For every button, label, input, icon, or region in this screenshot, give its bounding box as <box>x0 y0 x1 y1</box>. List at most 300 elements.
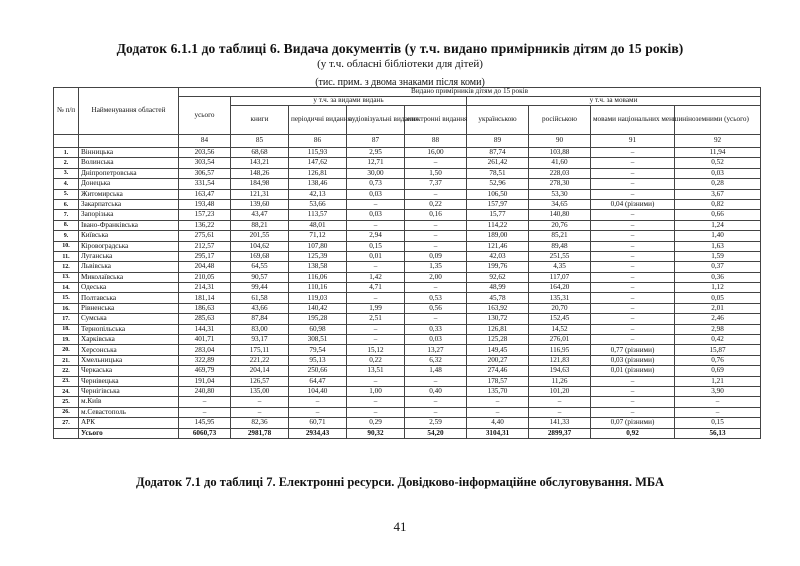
table-cell: 140,42 <box>289 303 347 313</box>
table-cell: 87,84 <box>231 314 289 324</box>
table-cell: 1,35 <box>405 262 467 272</box>
row-number: 23. <box>54 376 79 386</box>
total-label: Усього <box>79 428 179 438</box>
table-cell: – <box>591 158 675 168</box>
table-cell: 1,00 <box>347 386 405 396</box>
column-number: 86 <box>289 135 347 148</box>
table-cell: 157,23 <box>179 210 231 220</box>
table-cell: 193,48 <box>179 199 231 209</box>
table-row <box>54 366 761 376</box>
table-cell: 4,71 <box>347 283 405 293</box>
table-cell: 13,51 <box>347 366 405 376</box>
table-row <box>54 407 761 417</box>
table-cell: 0,73 <box>347 179 405 189</box>
table-cell: – <box>591 231 675 241</box>
table-cell: 138,46 <box>289 179 347 189</box>
region-name: Донецька <box>79 179 179 189</box>
table-cell: 145,95 <box>179 418 231 428</box>
table-cell: 322,89 <box>179 355 231 365</box>
region-name: Івано-Франківська <box>79 220 179 230</box>
table-cell: – <box>231 397 289 407</box>
total-cell: 54,20 <box>405 428 467 438</box>
table-cell: – <box>675 407 761 417</box>
table-cell: 42,03 <box>467 251 529 261</box>
row-number: 24. <box>54 386 79 396</box>
table-cell: – <box>591 324 675 334</box>
region-name: Закарпатська <box>79 199 179 209</box>
table-cell: 164,20 <box>529 283 591 293</box>
table-cell: 141,33 <box>529 418 591 428</box>
table-cell: 4,40 <box>467 418 529 428</box>
table-cell: 64,47 <box>289 376 347 386</box>
header-audiovisual: аудіовізуальні видання <box>347 106 405 135</box>
table-cell: 147,62 <box>289 158 347 168</box>
row-number: 25. <box>54 397 79 407</box>
table-row <box>54 345 761 355</box>
table-cell: 200,27 <box>467 355 529 365</box>
table-cell: 250,66 <box>289 366 347 376</box>
table-cell: 121,31 <box>231 189 289 199</box>
column-number: 91 <box>591 135 675 148</box>
table-cell: – <box>467 407 529 417</box>
table-cell: 117,07 <box>529 272 591 282</box>
table-cell: – <box>405 314 467 324</box>
column-number: 88 <box>405 135 467 148</box>
table-cell: 48,01 <box>289 220 347 230</box>
table-cell: 3,67 <box>675 189 761 199</box>
table-cell: – <box>289 407 347 417</box>
table-cell: 2,00 <box>405 272 467 282</box>
table-cell: 61,58 <box>231 293 289 303</box>
table-cell: – <box>231 407 289 417</box>
header-ukrainian: українською <box>467 106 529 135</box>
table-cell: – <box>591 179 675 189</box>
table-cell: 115,93 <box>289 148 347 158</box>
table-cell: 0,03 <box>405 335 467 345</box>
table-row <box>54 179 761 189</box>
table-row <box>54 251 761 261</box>
table-cell: – <box>405 407 467 417</box>
region-name: Полтавська <box>79 293 179 303</box>
total-cell: 56,13 <box>675 428 761 438</box>
table-cell: 13,27 <box>405 345 467 355</box>
total-cell: 6060,73 <box>179 428 231 438</box>
table-cell: 138,58 <box>289 262 347 272</box>
table-cell: 4,35 <box>529 262 591 272</box>
table-cell: – <box>347 293 405 303</box>
table-cell: – <box>529 407 591 417</box>
table-cell: 15,12 <box>347 345 405 355</box>
table-cell: 0,04 (різними) <box>591 199 675 209</box>
table-cell: 2,95 <box>347 148 405 158</box>
table-cell: 274,46 <box>467 366 529 376</box>
table-cell: 90,57 <box>231 272 289 282</box>
table-cell: 1,21 <box>675 376 761 386</box>
region-name: Хмельницька <box>79 355 179 365</box>
row-number: 15. <box>54 293 79 303</box>
header-national: мовами національних меншин <box>591 106 675 135</box>
total-cell: 2981,78 <box>231 428 289 438</box>
header-issued: Видано примірників дітям до 15 років <box>179 88 761 97</box>
table-cell: – <box>405 397 467 407</box>
table-row <box>54 397 761 407</box>
table-cell: 0,56 <box>405 303 467 313</box>
table-cell: – <box>405 189 467 199</box>
region-name: Луганська <box>79 251 179 261</box>
table-cell: – <box>591 303 675 313</box>
row-number: 12. <box>54 262 79 272</box>
table-cell: 121,46 <box>467 241 529 251</box>
total-cell: 2934,43 <box>289 428 347 438</box>
table-cell: 1,40 <box>675 231 761 241</box>
table-cell: – <box>591 148 675 158</box>
table-cell: 175,11 <box>231 345 289 355</box>
table-cell: 210,05 <box>179 272 231 282</box>
table-cell: – <box>591 241 675 251</box>
table-cell: 1,42 <box>347 272 405 282</box>
table-cell: – <box>405 231 467 241</box>
table-cell: 0,37 <box>675 262 761 272</box>
table-cell: – <box>591 335 675 345</box>
table-cell: 2,98 <box>675 324 761 334</box>
region-name: Житомирська <box>79 189 179 199</box>
table-cell: 0,16 <box>405 210 467 220</box>
table-cell: – <box>591 283 675 293</box>
total-row <box>54 428 761 438</box>
table-row <box>54 303 761 313</box>
document-title: Додаток 6.1.1 до таблиці 6. Видача документів (у т.ч. видано примірників дітям до 15 років) <box>116 41 684 56</box>
table-cell: 295,17 <box>179 251 231 261</box>
table-cell: 194,63 <box>529 366 591 376</box>
table-cell: 306,57 <box>179 168 231 178</box>
table-cell: 34,65 <box>529 199 591 209</box>
table-row <box>54 376 761 386</box>
column-number: 92 <box>675 135 761 148</box>
column-number: 90 <box>529 135 591 148</box>
table-cell: 0,52 <box>675 158 761 168</box>
table-cell: – <box>179 397 231 407</box>
table-cell: 30,00 <box>347 168 405 178</box>
row-number: 16. <box>54 303 79 313</box>
table-cell: – <box>591 407 675 417</box>
table-cell: 0,05 <box>675 293 761 303</box>
table-cell: 92,62 <box>467 272 529 282</box>
table-cell: 126,81 <box>467 324 529 334</box>
table-row <box>54 335 761 345</box>
document-table <box>53 87 761 439</box>
row-number: 6. <box>54 199 79 209</box>
total-cell: 90,32 <box>347 428 405 438</box>
page-number: 41 <box>393 519 407 534</box>
row-number: 5. <box>54 189 79 199</box>
header-by-type: у т.ч. за видами видань <box>231 97 467 106</box>
table-cell: 178,57 <box>467 376 529 386</box>
header-books: книги <box>231 106 289 135</box>
table-cell: – <box>591 251 675 261</box>
table-cell: – <box>591 376 675 386</box>
table-cell: 0,15 <box>347 241 405 251</box>
table-cell: – <box>591 220 675 230</box>
region-name: Кіровоградська <box>79 241 179 251</box>
total-cell: 0,92 <box>591 428 675 438</box>
table-cell: 1,48 <box>405 366 467 376</box>
table-cell: – <box>347 199 405 209</box>
table-cell: 20,70 <box>529 303 591 313</box>
table-cell: 15,87 <box>675 345 761 355</box>
region-name: Херсонська <box>79 345 179 355</box>
table-row <box>54 293 761 303</box>
table-cell: – <box>529 397 591 407</box>
table-cell: 125,28 <box>467 335 529 345</box>
table-cell: 2,94 <box>347 231 405 241</box>
table-cell: 48,99 <box>467 283 529 293</box>
region-name: Львівська <box>79 262 179 272</box>
row-number: 8. <box>54 220 79 230</box>
region-name: Харківська <box>79 335 179 345</box>
table-cell: 53,66 <box>289 199 347 209</box>
table-cell: 149,45 <box>467 345 529 355</box>
row-number: 21. <box>54 355 79 365</box>
table-cell: 7,37 <box>405 179 467 189</box>
table-cell: 195,28 <box>289 314 347 324</box>
region-name: Тернопільська <box>79 324 179 334</box>
table-cell: 0,03 <box>347 210 405 220</box>
table-cell: 184,98 <box>231 179 289 189</box>
table-cell: 11,94 <box>675 148 761 158</box>
table-cell: 0,82 <box>675 199 761 209</box>
header-by-language: у т.ч. за мовами <box>467 97 761 106</box>
region-name: Сумська <box>79 314 179 324</box>
next-appendix-title: Додаток 7.1 до таблиці 7. Електронні ресурси. Довідково-інформаційне обслуговування. МБА <box>135 475 664 489</box>
column-number-row <box>54 135 761 148</box>
row-number: 13. <box>54 272 79 282</box>
table-cell: 143,21 <box>231 158 289 168</box>
table-cell: 87,74 <box>467 148 529 158</box>
table-cell: 0,15 <box>675 418 761 428</box>
table-cell: 221,22 <box>231 355 289 365</box>
table-cell: 89,48 <box>529 241 591 251</box>
table-row <box>54 148 761 158</box>
region-name: Запорізька <box>79 210 179 220</box>
header-no: № п/п <box>54 88 79 135</box>
table-row <box>54 324 761 334</box>
table-cell: 78,51 <box>467 168 529 178</box>
table-cell: 1,50 <box>405 168 467 178</box>
table-cell: 119,03 <box>289 293 347 303</box>
table-cell: 110,16 <box>289 283 347 293</box>
table-row <box>54 272 761 282</box>
table-cell: 79,54 <box>289 345 347 355</box>
table-cell: 114,22 <box>467 220 529 230</box>
table-cell: 0,33 <box>405 324 467 334</box>
table-cell: 116,95 <box>529 345 591 355</box>
table-cell: 88,21 <box>231 220 289 230</box>
table-row <box>54 241 761 251</box>
column-number-blank <box>54 135 79 148</box>
region-name: Чернівецька <box>79 376 179 386</box>
row-number: 26. <box>54 407 79 417</box>
table-cell: 116,06 <box>289 272 347 282</box>
table-cell: 191,04 <box>179 376 231 386</box>
header-electronic: електронні видання <box>405 106 467 135</box>
row-number: 22. <box>54 366 79 376</box>
table-cell: 276,01 <box>529 335 591 345</box>
table-cell: 82,36 <box>231 418 289 428</box>
table-cell: 204,48 <box>179 262 231 272</box>
region-name: Чернігівська <box>79 386 179 396</box>
row-number: 20. <box>54 345 79 355</box>
header-periodicals: періодичні видання <box>289 106 347 135</box>
table-cell: 201,55 <box>231 231 289 241</box>
table-cell: 136,22 <box>179 220 231 230</box>
row-number: 3. <box>54 168 79 178</box>
region-name: м.Севастополь <box>79 407 179 417</box>
table-cell: 93,17 <box>231 335 289 345</box>
table-cell: 0,22 <box>405 199 467 209</box>
table-cell: 251,55 <box>529 251 591 261</box>
total-cell: 3104,31 <box>467 428 529 438</box>
header-russian: російською <box>529 106 591 135</box>
row-number: 17. <box>54 314 79 324</box>
table-cell: 0,69 <box>675 366 761 376</box>
table-cell: 152,45 <box>529 314 591 324</box>
row-number: 2. <box>54 158 79 168</box>
table-cell: 331,54 <box>179 179 231 189</box>
table-cell: – <box>405 283 467 293</box>
table-cell: 212,57 <box>179 241 231 251</box>
table-cell: – <box>347 335 405 345</box>
table-cell: 469,79 <box>179 366 231 376</box>
table-cell: 189,00 <box>467 231 529 241</box>
table-cell: 12,71 <box>347 158 405 168</box>
table-cell: – <box>591 314 675 324</box>
table-cell: 104,40 <box>289 386 347 396</box>
table-cell: 169,68 <box>231 251 289 261</box>
table-cell: 0,76 <box>675 355 761 365</box>
table-cell: 0,03 <box>675 168 761 178</box>
table-cell: 104,62 <box>231 241 289 251</box>
table-cell: 0,07 (різними) <box>591 418 675 428</box>
table-row <box>54 199 761 209</box>
table-cell: 107,80 <box>289 241 347 251</box>
table-cell: – <box>347 407 405 417</box>
region-name: Рівненська <box>79 303 179 313</box>
row-number: 19. <box>54 335 79 345</box>
table-row <box>54 158 761 168</box>
table-cell: 101,20 <box>529 386 591 396</box>
header-region: Найменування областей <box>79 88 179 135</box>
total-row-number <box>54 428 79 438</box>
table-cell: 135,70 <box>467 386 529 396</box>
table-cell: 199,76 <box>467 262 529 272</box>
table-cell: 130,72 <box>467 314 529 324</box>
document-subtitle: (у т.ч. обласні бібліотеки для дітей) <box>317 58 483 70</box>
table-cell: 103,88 <box>529 148 591 158</box>
row-number: 14. <box>54 283 79 293</box>
table-cell: 16,00 <box>405 148 467 158</box>
table-cell: 52,96 <box>467 179 529 189</box>
table-cell: 214,31 <box>179 283 231 293</box>
row-number: 1. <box>54 148 79 158</box>
table-cell: 139,60 <box>231 199 289 209</box>
table-cell: 0,42 <box>675 335 761 345</box>
table-cell: 125,39 <box>289 251 347 261</box>
table-row <box>54 220 761 230</box>
table-cell: 283,04 <box>179 345 231 355</box>
column-number: 84 <box>179 135 231 148</box>
table-cell: – <box>405 241 467 251</box>
total-cell: 2899,37 <box>529 428 591 438</box>
row-number: 11. <box>54 251 79 261</box>
table-cell: 41,60 <box>529 158 591 168</box>
table-cell: 181,14 <box>179 293 231 303</box>
row-number: 4. <box>54 179 79 189</box>
table-row <box>54 210 761 220</box>
table-cell: – <box>347 324 405 334</box>
table-cell: 0,03 <box>347 189 405 199</box>
table-cell: – <box>467 397 529 407</box>
table-row <box>54 231 761 241</box>
table-cell: 0,03 (різними) <box>591 355 675 365</box>
row-number: 27. <box>54 418 79 428</box>
table-cell: 0,53 <box>405 293 467 303</box>
table-cell: 113,57 <box>289 210 347 220</box>
table-cell: 186,63 <box>179 303 231 313</box>
table-cell: 261,42 <box>467 158 529 168</box>
table-row <box>54 283 761 293</box>
table-cell: 2,01 <box>675 303 761 313</box>
table-cell: 71,12 <box>289 231 347 241</box>
table-cell: 0,01 (різними) <box>591 366 675 376</box>
table-cell: 278,30 <box>529 179 591 189</box>
header-foreign: іноземними (усього) <box>675 106 761 135</box>
column-number: 85 <box>231 135 289 148</box>
table-cell: – <box>591 168 675 178</box>
table-row <box>54 168 761 178</box>
row-number: 18. <box>54 324 79 334</box>
table-cell: 135,31 <box>529 293 591 303</box>
table-cell: 60,71 <box>289 418 347 428</box>
table-cell: 285,63 <box>179 314 231 324</box>
table-cell: 1,12 <box>675 283 761 293</box>
table-cell: – <box>591 272 675 282</box>
table-cell: 68,68 <box>231 148 289 158</box>
region-name: Київська <box>79 231 179 241</box>
table-row <box>54 355 761 365</box>
table-cell: – <box>179 407 231 417</box>
table-cell: 148,26 <box>231 168 289 178</box>
table-cell: 99,44 <box>231 283 289 293</box>
table-cell: 204,14 <box>231 366 289 376</box>
table-cell: 0,09 <box>405 251 467 261</box>
table-cell: 240,80 <box>179 386 231 396</box>
table-row <box>54 418 761 428</box>
table-cell: 121,83 <box>529 355 591 365</box>
table-cell: 163,47 <box>179 189 231 199</box>
table-cell: – <box>591 293 675 303</box>
table-cell: – <box>347 376 405 386</box>
table-cell: 85,21 <box>529 231 591 241</box>
table-cell: 203,56 <box>179 148 231 158</box>
table-cell: 1,24 <box>675 220 761 230</box>
table-cell: 60,98 <box>289 324 347 334</box>
units-note: (тис. прим. з двома знаками після коми) <box>315 77 485 88</box>
table-cell: 144,31 <box>179 324 231 334</box>
table-cell: 2,46 <box>675 314 761 324</box>
table-cell: – <box>347 397 405 407</box>
table-cell: 42,13 <box>289 189 347 199</box>
table-cell: 163,92 <box>467 303 529 313</box>
